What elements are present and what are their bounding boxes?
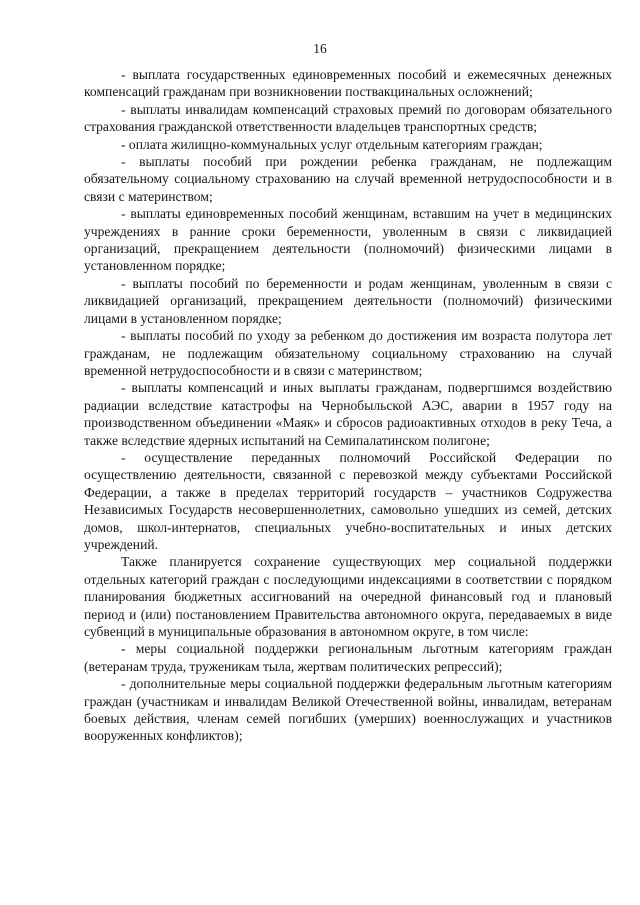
document-body [84,66,612,745]
paragraph: - выплаты компенсаций и иных выплаты гражданам, подвергшимся воздействию радиации вследствие катастрофы на Чернобыльской АЭС, аварии в 1957 году на производственном объединении «Маяк» и сбросов радиоактивных отходов в реку Теча, а также вследствие ядерных испытаний на Семипалатинском полигоне; [84,380,612,448]
paragraph: - оплата жилищно-коммунальных услуг отдельным категориям граждан; [121,136,543,152]
paragraph: - выплаты пособий по уходу за ребенком до достижения им возраста полутора лет гражданам, не подлежащим обязательному социальному страхованию на случай временной нетрудоспособности и в связи с материнством; [84,328,612,378]
paragraph: - дополнительные меры социальной поддержки федеральным льготным категориям граждан (участникам и инвалидам Великой Отечественной войны, инвалидам, ветеранам боевых действия, членам семей погибших (умерших) военнослужащих и участников вооруженных конфликтов); [84,676,612,744]
paragraph: - выплаты пособий при рождении ребенка гражданам, не подлежащим обязательному социальному страхованию на случай временной нетрудоспособности и в связи с материнством; [84,154,612,204]
page-number: 16 [313,41,327,56]
paragraph: Также планируется сохранение существующих мер социальной поддержки отдельных категорий граждан с последующими индексациями в соответствии с порядком планирования бюджетных ассигнований на очередной финансовый год и плановый период и (или) постановлением Правительства автономного округа, передаваемых в виде субвенций в муниципальные образования в автономном округе, в том числе: [84,554,612,639]
paragraph: - выплаты единовременных пособий женщинам, вставшим на учет в медицинских учреждениях в ранние сроки беременности, уволенным в связи с ликвидацией организаций, прекращением деятельности (полномочий) физическими лицами в установленном порядке; [84,206,612,274]
paragraph: - осуществление переданных полномочий Российской Федерации по осуществлению деятельности, связанной с перевозкой между субъектами Российской Федерации, а также в пределах территорий государств – участников Содружества Независимых Государств несовершеннолетних, самовольно ушедших из семей, детских домов, школ-интернатов, специальных учебно-воспитательных и иных детских учреждений. [84,449,612,552]
paragraph: - выплаты инвалидам компенсаций страховых премий по договорам обязательного страхования гражданской ответственности владельцев транспортных средств; [84,101,612,135]
paragraph: - выплаты пособий по беременности и родам женщинам, уволенным в связи с ликвидацией организаций, прекращением деятельности (полномочий) физическими лицами в установленном порядке; [84,275,612,326]
paragraph: - меры социальной поддержки региональным льготным категориям граждан (ветеранам труда, труженикам тыла, жертвам политических репрессий); [84,641,612,674]
paragraph: - выплата государственных единовременных пособий и ежемесячных денежных компенсаций гражданам при возникновении поствакцинальных осложнений; [84,67,612,100]
